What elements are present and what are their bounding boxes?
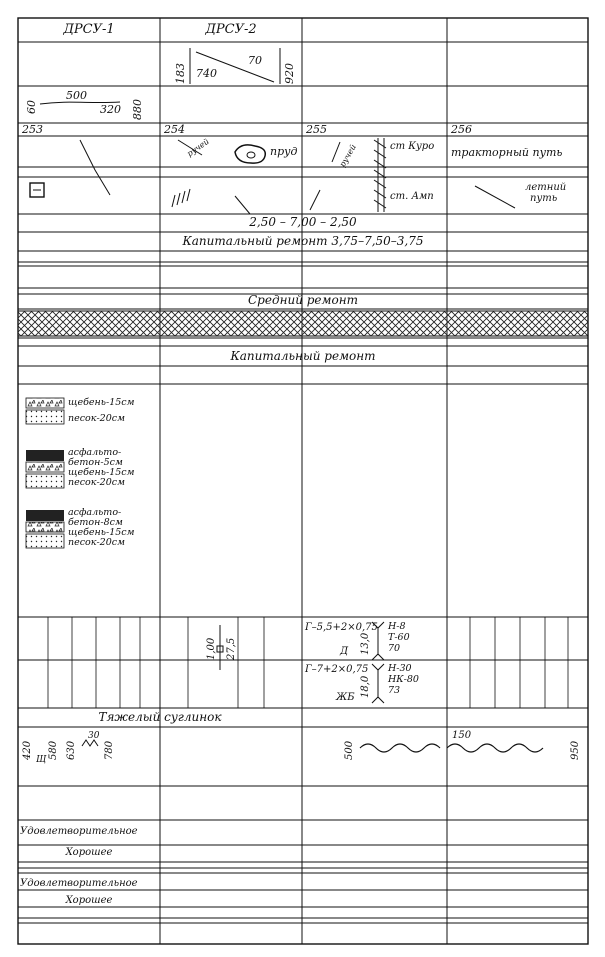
pav1-line1: щебень-15см — [68, 397, 135, 408]
bridge2-load-1: Н-30 — [388, 663, 412, 674]
curve1-d: 880 — [131, 99, 144, 120]
summer-road-label-1: летний — [525, 182, 567, 193]
profile-e: 780 — [104, 740, 115, 760]
pipe-len: 27,5 — [226, 637, 237, 660]
km-254: 254 — [164, 123, 185, 136]
pav2-asphalt — [26, 450, 64, 461]
situation-features — [80, 138, 515, 214]
major-repair-label: Капитальный ремонт — [230, 349, 376, 363]
bridge2-load-3: 73 — [388, 685, 401, 696]
column-dividers — [160, 18, 447, 944]
profile-wave-1 — [360, 744, 440, 752]
profile-a2: Щ — [36, 755, 47, 765]
profile-c: 630 — [66, 740, 77, 760]
condition-1: Удовлетворительное — [20, 826, 138, 837]
curve2-a: 183 — [174, 63, 187, 84]
pav3-line2: бетон-8см — [68, 517, 123, 528]
condition-4: Хорошее — [65, 895, 113, 906]
curve1-c: 320 — [100, 103, 121, 116]
pond-outline — [235, 145, 265, 163]
pav2-line3: щебень-15см — [68, 467, 135, 478]
station-top-label: ст Куро — [390, 141, 435, 152]
pav1-sand — [26, 410, 64, 424]
condition-3: Удовлетворительное — [20, 878, 138, 889]
bridge1-len: 13,0 — [360, 632, 371, 655]
curve1-a: 60 — [25, 100, 38, 114]
pav3-gravel — [26, 522, 64, 532]
bridge-2-bracket — [372, 664, 384, 703]
summer-road-label-2: путь — [530, 193, 558, 204]
header-drsu-1: ДРСУ-1 — [63, 22, 115, 37]
station-bottom-label: ст. Амп — [390, 191, 434, 202]
profile-d: 30 — [88, 731, 100, 741]
pav2-gravel — [26, 462, 64, 472]
pav1-gravel — [26, 398, 64, 408]
km-256: 256 — [451, 123, 472, 136]
bridge1-load-1: Н-8 — [388, 621, 406, 632]
pav3-line4: песок-20см — [68, 537, 125, 548]
bridge2-load-2: НК-80 — [388, 674, 419, 685]
profile-wave-2 — [447, 744, 543, 752]
pipe-dim: 1,00 — [206, 637, 217, 660]
bridge1-load-3: 70 — [388, 643, 401, 654]
bridge2-len: 18,0 — [360, 675, 371, 698]
bridge1-mat: Д — [340, 646, 349, 657]
pond-label: пруд — [270, 145, 298, 158]
profile-g: 150 — [452, 730, 472, 741]
stream-label-1: ручей — [185, 136, 211, 159]
widths-label: 2,50 – 7,00 – 2,50 — [249, 215, 357, 229]
curve2-c: 740 — [196, 67, 217, 80]
bridge2-g: Г–7+2×0,75 — [305, 664, 369, 675]
profile-a: 420 — [22, 740, 33, 760]
km-255: 255 — [306, 123, 327, 136]
profile-b: 580 — [48, 740, 59, 760]
pav2-line2: бетон-5см — [68, 457, 123, 468]
condition-2: Хорошее — [65, 847, 113, 858]
km-253: 253 — [22, 123, 43, 136]
bridge1-g: Г–5,5+2×0,75 — [305, 622, 378, 633]
profile-h: 950 — [570, 740, 581, 760]
pav2-line4: песок-20см — [68, 477, 125, 488]
bridge1-load-2: Т-60 — [388, 632, 410, 643]
header-drsu-2: ДРСУ-2 — [205, 22, 257, 37]
medium-repair-label: Средний ремонт — [248, 293, 358, 307]
tractor-road-label: тракторный путь — [451, 146, 563, 159]
pav2-line1: асфальто- — [68, 447, 122, 458]
curve2-b: 70 — [248, 54, 262, 67]
pav3-sand — [26, 534, 64, 548]
pav3-asphalt — [26, 510, 64, 521]
bridge2-mat: ЖБ — [336, 692, 355, 703]
major-repair-widths-label: Капитальный ремонт 3,75–7,50–3,75 — [182, 234, 424, 248]
soil-label: Тяжелый суглинок — [98, 710, 222, 724]
curve2-d: 920 — [283, 63, 296, 84]
pav2-sand — [26, 474, 64, 488]
profile-f: 500 — [344, 740, 355, 760]
curve1-b: 500 — [66, 89, 87, 102]
pond-inner — [247, 152, 255, 158]
medium-repair-hatch — [18, 311, 588, 336]
stream-label-2: ручей — [337, 142, 358, 169]
pav1-line2: песок-20см — [68, 413, 125, 424]
pav3-line3: щебень-15см — [68, 527, 135, 538]
pav3-line1: асфальто- — [68, 507, 122, 518]
